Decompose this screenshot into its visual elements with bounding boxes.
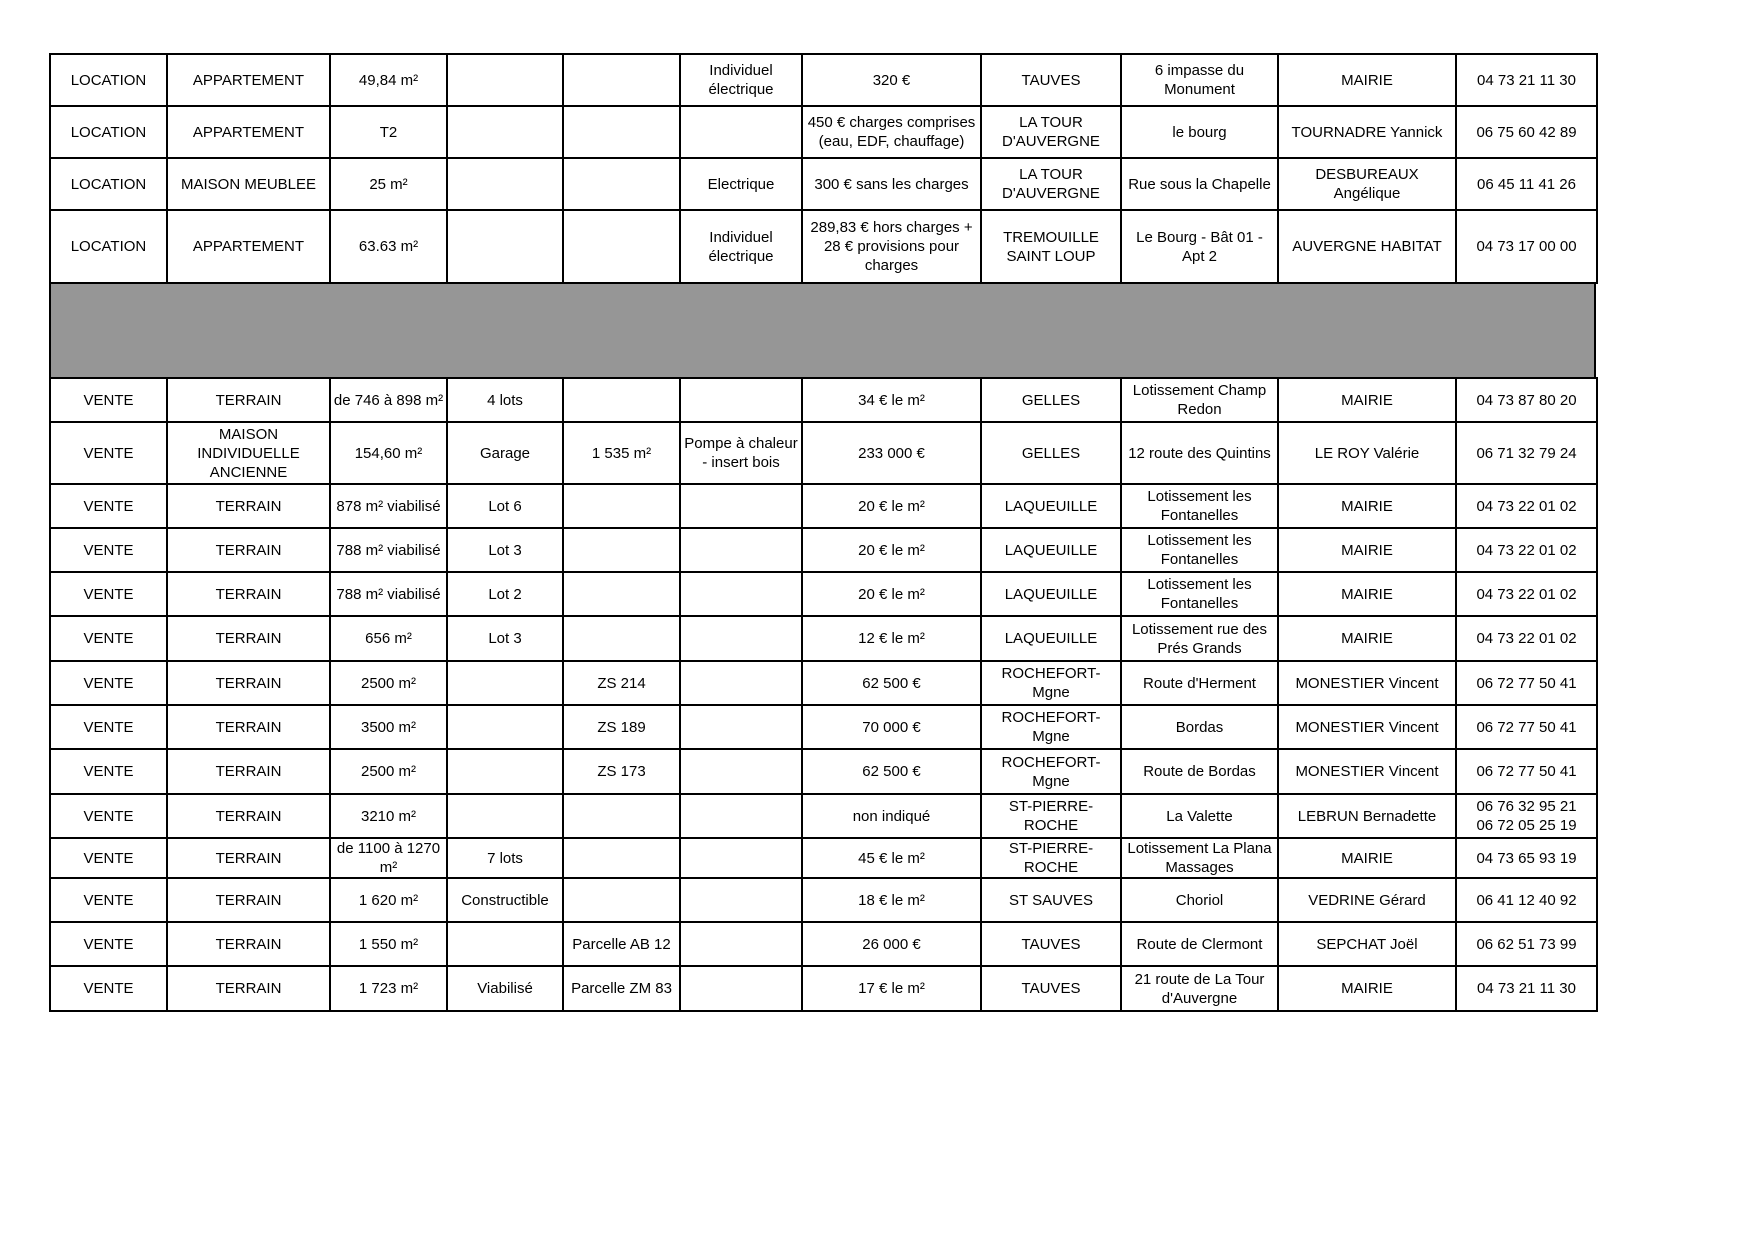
location-row (50, 210, 1597, 283)
cell-phone: 06 72 77 50 41 (1456, 661, 1597, 705)
cell-property-type: APPARTEMENT (167, 54, 330, 106)
cell-property-type: TERRAIN (167, 572, 330, 616)
cell-heating (680, 878, 802, 922)
cell-details (447, 794, 563, 838)
cell-address: Choriol (1121, 878, 1278, 922)
cell-surface: 49,84 m² (330, 54, 447, 106)
sale-table-body (50, 378, 1597, 1011)
cell-surface: de 746 à 898 m² (330, 378, 447, 422)
cell-contact: MAIRIE (1278, 54, 1456, 106)
cell-parcel (563, 794, 680, 838)
cell-surface: 878 m² viabilisé (330, 484, 447, 528)
cell-contact: SEPCHAT Joël (1278, 922, 1456, 966)
cell-parcel: ZS 189 (563, 705, 680, 749)
cell-surface: 1 620 m² (330, 878, 447, 922)
cell-price: non indiqué (802, 794, 981, 838)
cell-parcel (563, 838, 680, 878)
cell-phone: 04 73 22 01 02 (1456, 528, 1597, 572)
cell-parcel: ZS 173 (563, 749, 680, 794)
cell-heating (680, 794, 802, 838)
cell-heating (680, 749, 802, 794)
cell-details (447, 661, 563, 705)
cell-phone: 04 73 21 11 30 (1456, 54, 1597, 106)
cell-address: le bourg (1121, 106, 1278, 158)
cell-address: Route de Bordas (1121, 749, 1278, 794)
cell-phone: 06 76 32 95 21 06 72 05 25 19 (1456, 794, 1597, 838)
cell-surface: 154,60 m² (330, 422, 447, 484)
cell-contact: VEDRINE Gérard (1278, 878, 1456, 922)
cell-property-type: TERRAIN (167, 794, 330, 838)
cell-transaction-type: VENTE (50, 838, 167, 878)
cell-price: 34 € le m² (802, 378, 981, 422)
cell-transaction-type: VENTE (50, 422, 167, 484)
cell-price: 289,83 € hors charges + 28 € provisions pour charges (802, 210, 981, 283)
cell-address: Lotissement rue des Prés Grands (1121, 616, 1278, 661)
cell-heating (680, 705, 802, 749)
cell-phone: 04 73 65 93 19 (1456, 838, 1597, 878)
cell-price: 62 500 € (802, 661, 981, 705)
cell-heating: Electrique (680, 158, 802, 210)
cell-parcel (563, 878, 680, 922)
cell-property-type: TERRAIN (167, 528, 330, 572)
cell-phone: 06 72 77 50 41 (1456, 749, 1597, 794)
cell-transaction-type: VENTE (50, 794, 167, 838)
cell-surface: 3210 m² (330, 794, 447, 838)
sale-row (50, 878, 1597, 922)
cell-parcel (563, 210, 680, 283)
cell-contact: LEBRUN Bernadette (1278, 794, 1456, 838)
cell-contact: TOURNADRE Yannick (1278, 106, 1456, 158)
cell-parcel (563, 484, 680, 528)
cell-transaction-type: VENTE (50, 705, 167, 749)
cell-town: ST-PIERRE- ROCHE (981, 838, 1121, 878)
cell-address: 12 route des Quintins (1121, 422, 1278, 484)
cell-town: TAUVES (981, 922, 1121, 966)
cell-details: Viabilisé (447, 966, 563, 1011)
cell-parcel: ZS 214 (563, 661, 680, 705)
cell-price: 320 € (802, 54, 981, 106)
cell-contact: AUVERGNE HABITAT (1278, 210, 1456, 283)
cell-property-type: APPARTEMENT (167, 210, 330, 283)
cell-phone: 06 71 32 79 24 (1456, 422, 1597, 484)
cell-property-type: TERRAIN (167, 749, 330, 794)
cell-property-type: MAISON MEUBLEE (167, 158, 330, 210)
cell-town: LAQUEUILLE (981, 616, 1121, 661)
cell-price: 18 € le m² (802, 878, 981, 922)
cell-details: Constructible (447, 878, 563, 922)
cell-price: 45 € le m² (802, 838, 981, 878)
sale-row (50, 794, 1597, 838)
cell-transaction-type: VENTE (50, 528, 167, 572)
cell-property-type: TERRAIN (167, 484, 330, 528)
sale-row (50, 705, 1597, 749)
cell-town: LAQUEUILLE (981, 572, 1121, 616)
cell-transaction-type: VENTE (50, 878, 167, 922)
sale-row (50, 378, 1597, 422)
cell-details: Lot 6 (447, 484, 563, 528)
cell-price: 12 € le m² (802, 616, 981, 661)
cell-price: 20 € le m² (802, 484, 981, 528)
cell-surface: 2500 m² (330, 661, 447, 705)
cell-transaction-type: LOCATION (50, 106, 167, 158)
cell-price: 20 € le m² (802, 528, 981, 572)
cell-details: Lot 2 (447, 572, 563, 616)
cell-phone: 04 73 21 11 30 (1456, 966, 1597, 1011)
cell-property-type: TERRAIN (167, 378, 330, 422)
cell-town: ROCHEFORT- Mgne (981, 705, 1121, 749)
cell-property-type: APPARTEMENT (167, 106, 330, 158)
cell-details (447, 210, 563, 283)
cell-heating (680, 966, 802, 1011)
cell-contact: MAIRIE (1278, 966, 1456, 1011)
cell-parcel (563, 54, 680, 106)
cell-heating (680, 661, 802, 705)
cell-surface: 656 m² (330, 616, 447, 661)
cell-heating (680, 484, 802, 528)
cell-surface: 1 723 m² (330, 966, 447, 1011)
sale-row (50, 484, 1597, 528)
sale-row (50, 422, 1597, 484)
cell-contact: MAIRIE (1278, 528, 1456, 572)
cell-address: Lotissement les Fontanelles (1121, 484, 1278, 528)
sale-row (50, 528, 1597, 572)
cell-surface: 2500 m² (330, 749, 447, 794)
cell-details (447, 54, 563, 106)
cell-details: Lot 3 (447, 616, 563, 661)
cell-town: TAUVES (981, 54, 1121, 106)
cell-parcel: Parcelle AB 12 (563, 922, 680, 966)
cell-contact: MAIRIE (1278, 572, 1456, 616)
cell-surface: 788 m² viabilisé (330, 528, 447, 572)
cell-transaction-type: LOCATION (50, 54, 167, 106)
cell-phone: 04 73 22 01 02 (1456, 616, 1597, 661)
cell-parcel (563, 616, 680, 661)
cell-heating (680, 528, 802, 572)
cell-town: ST-PIERRE- ROCHE (981, 794, 1121, 838)
cell-town: TAUVES (981, 966, 1121, 1011)
cell-phone: 04 73 22 01 02 (1456, 484, 1597, 528)
cell-transaction-type: VENTE (50, 616, 167, 661)
cell-contact: MAIRIE (1278, 838, 1456, 878)
cell-price: 20 € le m² (802, 572, 981, 616)
cell-property-type: TERRAIN (167, 705, 330, 749)
cell-details (447, 705, 563, 749)
cell-phone: 06 62 51 73 99 (1456, 922, 1597, 966)
cell-price: 450 € charges comprises (eau, EDF, chauffage) (802, 106, 981, 158)
cell-address: Route d'Herment (1121, 661, 1278, 705)
sale-row (50, 922, 1597, 966)
cell-phone: 06 41 12 40 92 (1456, 878, 1597, 922)
cell-price: 17 € le m² (802, 966, 981, 1011)
cell-town: LAQUEUILLE (981, 484, 1121, 528)
cell-contact: DESBUREAUX Angélique (1278, 158, 1456, 210)
cell-contact: MAIRIE (1278, 616, 1456, 661)
cell-transaction-type: VENTE (50, 966, 167, 1011)
location-row (50, 158, 1597, 210)
cell-contact: MONESTIER Vincent (1278, 661, 1456, 705)
cell-parcel: 1 535 m² (563, 422, 680, 484)
cell-address: Lotissement les Fontanelles (1121, 572, 1278, 616)
cell-details: Garage (447, 422, 563, 484)
cell-transaction-type: VENTE (50, 572, 167, 616)
sale-row (50, 661, 1597, 705)
cell-heating (680, 616, 802, 661)
cell-town: GELLES (981, 378, 1121, 422)
cell-price: 233 000 € (802, 422, 981, 484)
cell-heating: Pompe à chaleur - insert bois (680, 422, 802, 484)
cell-details: Lot 3 (447, 528, 563, 572)
cell-parcel (563, 528, 680, 572)
cell-details: 4 lots (447, 378, 563, 422)
cell-town: LA TOUR D'AUVERGNE (981, 106, 1121, 158)
cell-property-type: TERRAIN (167, 616, 330, 661)
cell-price: 300 € sans les charges (802, 158, 981, 210)
cell-address: La Valette (1121, 794, 1278, 838)
cell-property-type: TERRAIN (167, 966, 330, 1011)
cell-phone: 06 75 60 42 89 (1456, 106, 1597, 158)
cell-surface: 788 m² viabilisé (330, 572, 447, 616)
cell-price: 70 000 € (802, 705, 981, 749)
cell-address: Lotissement La Plana Massages (1121, 838, 1278, 878)
cell-address: Le Bourg - Bât 01 - Apt 2 (1121, 210, 1278, 283)
cell-phone: 04 73 22 01 02 (1456, 572, 1597, 616)
cell-details (447, 106, 563, 158)
cell-transaction-type: VENTE (50, 378, 167, 422)
cell-town: TREMOUILLE SAINT LOUP (981, 210, 1121, 283)
cell-property-type: TERRAIN (167, 661, 330, 705)
cell-phone: 06 45 11 41 26 (1456, 158, 1597, 210)
cell-details: 7 lots (447, 838, 563, 878)
cell-heating (680, 922, 802, 966)
location-table-body (50, 54, 1597, 283)
cell-town: ROCHEFORT- Mgne (981, 661, 1121, 705)
cell-transaction-type: VENTE (50, 484, 167, 528)
location-table (49, 53, 1598, 284)
cell-property-type: TERRAIN (167, 878, 330, 922)
cell-details (447, 749, 563, 794)
cell-contact: LE ROY Valérie (1278, 422, 1456, 484)
cell-heating (680, 378, 802, 422)
cell-parcel: Parcelle ZM 83 (563, 966, 680, 1011)
cell-parcel (563, 572, 680, 616)
cell-parcel (563, 106, 680, 158)
cell-heating: Individuel électrique (680, 54, 802, 106)
cell-parcel (563, 378, 680, 422)
cell-surface: 3500 m² (330, 705, 447, 749)
cell-town: ST SAUVES (981, 878, 1121, 922)
cell-heating (680, 838, 802, 878)
cell-address: Bordas (1121, 705, 1278, 749)
cell-town: GELLES (981, 422, 1121, 484)
cell-phone: 04 73 17 00 00 (1456, 210, 1597, 283)
cell-price: 26 000 € (802, 922, 981, 966)
cell-town: LA TOUR D'AUVERGNE (981, 158, 1121, 210)
cell-address: 21 route de La Tour d'Auvergne (1121, 966, 1278, 1011)
cell-property-type: TERRAIN (167, 922, 330, 966)
cell-surface: de 1100 à 1270 m² (330, 838, 447, 878)
cell-address: Lotissement les Fontanelles (1121, 528, 1278, 572)
cell-address: Route de Clermont (1121, 922, 1278, 966)
sale-row (50, 966, 1597, 1011)
cell-town: LAQUEUILLE (981, 528, 1121, 572)
cell-address: Rue sous la Chapelle (1121, 158, 1278, 210)
cell-surface: 63.63 m² (330, 210, 447, 283)
cell-contact: MONESTIER Vincent (1278, 749, 1456, 794)
cell-surface: T2 (330, 106, 447, 158)
cell-town: ROCHEFORT- Mgne (981, 749, 1121, 794)
cell-transaction-type: LOCATION (50, 158, 167, 210)
sale-row (50, 749, 1597, 794)
cell-heating (680, 106, 802, 158)
cell-property-type: TERRAIN (167, 838, 330, 878)
location-row (50, 54, 1597, 106)
cell-transaction-type: VENTE (50, 922, 167, 966)
sale-row (50, 838, 1597, 878)
cell-contact: MAIRIE (1278, 378, 1456, 422)
cell-surface: 25 m² (330, 158, 447, 210)
cell-contact: MONESTIER Vincent (1278, 705, 1456, 749)
cell-phone: 06 72 77 50 41 (1456, 705, 1597, 749)
cell-property-type: MAISON INDIVIDUELLE ANCIENNE (167, 422, 330, 484)
cell-parcel (563, 158, 680, 210)
section-separator-band (49, 284, 1596, 377)
cell-transaction-type: LOCATION (50, 210, 167, 283)
cell-transaction-type: VENTE (50, 661, 167, 705)
sale-table (49, 377, 1598, 1012)
cell-details (447, 922, 563, 966)
cell-transaction-type: VENTE (50, 749, 167, 794)
cell-price: 62 500 € (802, 749, 981, 794)
cell-address: Lotissement Champ Redon (1121, 378, 1278, 422)
sale-row (50, 572, 1597, 616)
cell-surface: 1 550 m² (330, 922, 447, 966)
cell-heating: Individuel électrique (680, 210, 802, 283)
cell-contact: MAIRIE (1278, 484, 1456, 528)
cell-heating (680, 572, 802, 616)
cell-details (447, 158, 563, 210)
sale-row (50, 616, 1597, 661)
cell-phone: 04 73 87 80 20 (1456, 378, 1597, 422)
cell-address: 6 impasse du Monument (1121, 54, 1278, 106)
location-row (50, 106, 1597, 158)
